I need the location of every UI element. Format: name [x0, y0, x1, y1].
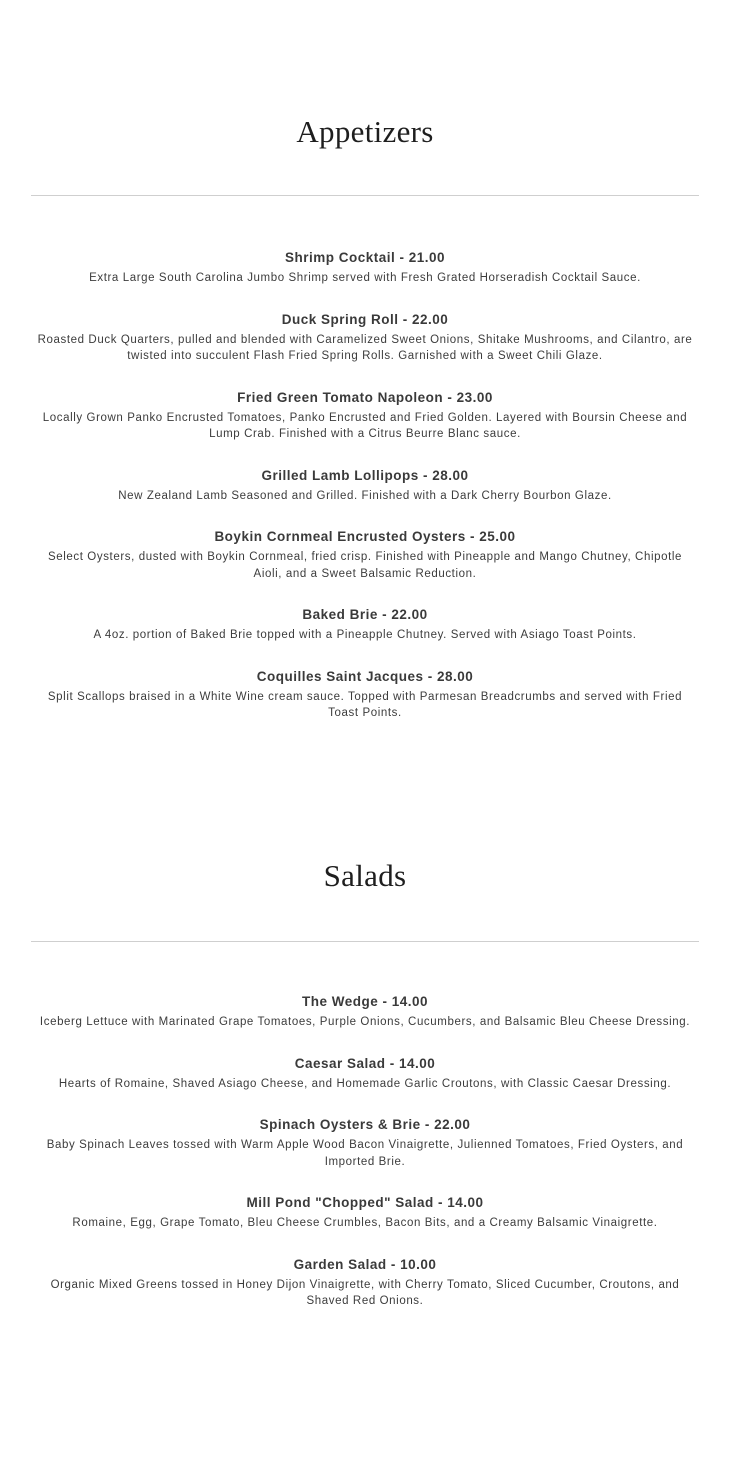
- menu-item: [31, 389, 699, 443]
- menu-item-title: Boykin Cornmeal Encrusted Oysters - 25.00: [214, 529, 516, 544]
- menu-item-title: Fried Green Tomato Napoleon - 23.00: [237, 389, 493, 405]
- menu-item: [31, 467, 699, 505]
- menu-item: [31, 1256, 699, 1310]
- appetizers-section: [31, 112, 699, 722]
- menu-item-description: A 4oz. portion of Baked Brie topped with a Pineapple Chutney. Served with Asiago Toast Points.: [93, 629, 637, 641]
- menu-item: [31, 993, 699, 1031]
- section-divider: [31, 941, 699, 942]
- section-title-salads: Salads: [323, 858, 407, 893]
- appetizers-list: [31, 249, 699, 722]
- menu-item-title: Shrimp Cocktail - 21.00: [284, 250, 446, 265]
- menu-item-title: Duck Spring Roll - 22.00: [281, 311, 449, 327]
- menu-item: [31, 1194, 699, 1232]
- menu-item-description: Hearts of Romaine, Shaved Asiago Cheese, and Homemade Garlic Croutons, with Classic Caesar Dressing.: [58, 1077, 672, 1090]
- menu-item: [31, 528, 699, 582]
- menu-item-title: Garden Salad - 10.00: [293, 1256, 437, 1272]
- menu-item-description: Split Scallops braised in a White Wine cream sauce. Topped with Parmesan Breadcrumbs and served with Fried Toast Points.: [47, 690, 683, 719]
- menu-item: [31, 606, 699, 644]
- menu-item-description: Locally Grown Panko Encrusted Tomatoes, Panko Encrusted and Fried Golden. Layered with Boursin Cheese and Lump Crab. Finished with a Citrus Beurre Blanc sauce.: [42, 411, 688, 440]
- menu-item-description: Baby Spinach Leaves tossed with Warm Apple Wood Bacon Vinaigrette, Julienned Tomatoes, Fried Oysters, and Imported Brie.: [46, 1139, 684, 1168]
- menu-item-title: Spinach Oysters & Brie - 22.00: [259, 1117, 471, 1132]
- menu-item-title: The Wedge - 14.00: [301, 994, 429, 1009]
- menu-item-description: Extra Large South Carolina Jumbo Shrimp served with Fresh Grated Horseradish Cocktail Sauce.: [89, 272, 641, 284]
- menu-item: [31, 1116, 699, 1170]
- menu-item-title: Caesar Salad - 14.00: [294, 1055, 436, 1071]
- menu-item-description: Select Oysters, dusted with Boykin Cornmeal, fried crisp. Finished with Pineapple and Mango Chutney, Chipotle Aioli, and a Sweet Balsamic Reduction.: [47, 551, 683, 580]
- menu-item: [31, 668, 699, 722]
- menu-item-description: Iceberg Lettuce with Marinated Grape Tomatoes, Purple Onions, Cucumbers, and Balsamic Bleu Cheese Dressing.: [39, 1016, 691, 1028]
- menu-item-title: Baked Brie - 22.00: [302, 607, 428, 622]
- salads-list: [31, 993, 699, 1310]
- menu-item: [31, 311, 699, 365]
- menu-item-title: Grilled Lamb Lollipops - 28.00: [261, 467, 469, 483]
- menu-item-description: Organic Mixed Greens tossed in Honey Dijon Vinaigrette, with Cherry Tomato, Sliced Cucumber, Croutons, and Shaved Red Onions.: [50, 1278, 680, 1307]
- menu-item: [31, 249, 699, 287]
- section-title-appetizers: Appetizers: [296, 114, 434, 149]
- section-divider: [31, 195, 699, 196]
- salads-section: [31, 856, 699, 1310]
- menu-item-title: Mill Pond "Chopped" Salad - 14.00: [246, 1195, 484, 1210]
- menu-item: [31, 1055, 699, 1093]
- menu-item-description: Romaine, Egg, Grape Tomato, Bleu Cheese Crumbles, Bacon Bits, and a Creamy Balsamic Vinaigrette.: [72, 1217, 658, 1229]
- menu-item-description: New Zealand Lamb Seasoned and Grilled. Finished with a Dark Cherry Bourbon Glaze.: [118, 489, 612, 502]
- menu-item-description: Roasted Duck Quarters, pulled and blended with Caramelized Sweet Onions, Shitake Mushrooms, and Cilantro, are twisted into succulent Flash Fried Spring Rolls. Garnished with a Sweet Chili Glaze.: [37, 333, 693, 362]
- menu-item-title: Coquilles Saint Jacques - 28.00: [256, 668, 474, 684]
